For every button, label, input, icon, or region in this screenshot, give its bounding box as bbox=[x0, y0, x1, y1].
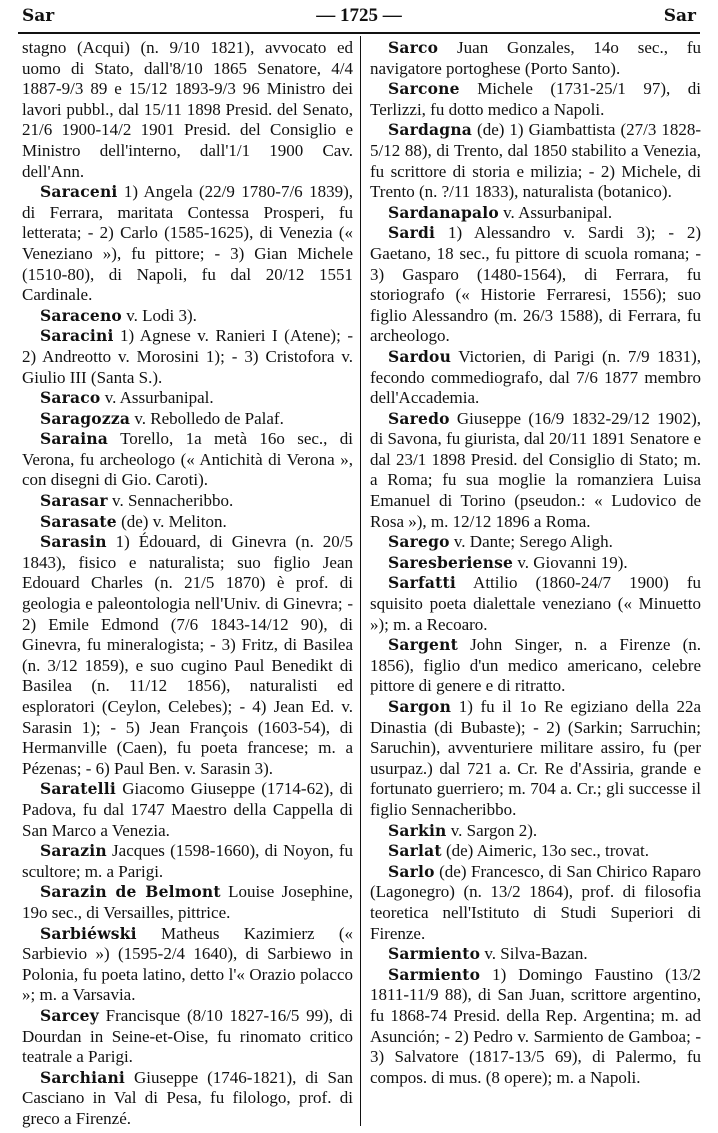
dictionary-entry bbox=[370, 635, 701, 697]
dictionary-entry bbox=[370, 821, 701, 842]
entry-headword: Saredo bbox=[388, 408, 450, 428]
dictionary-entry bbox=[22, 409, 353, 430]
dictionary-entry bbox=[22, 429, 353, 491]
entry-text: Louise Josephine, 19o sec., di Versailles, pittrice. bbox=[22, 882, 353, 922]
dictionary-entry bbox=[370, 203, 701, 224]
entry-text: (de) 1) Giambattista (27/3 1828-5/12 88), di Trento, dal 1850 stabilito a Venezia, fu scrittore di storia e milizia; - 2) Michele, di Trento (n. ?/11 1833), naturalista (botanico). bbox=[370, 120, 701, 202]
entry-text: 1) Domingo Faustino (13/2 1811-11/9 88), di San Juan, scrittore argentino, fu 1868-74 Presid. della Rep. Argentina; m. ad Asunción; - 2) Pedro v. Sarmiento de Gamboa; - 3) Salvatore (1817-13/5 69), di Palermo, fu compos. di mus. (8 opere); m. a Napoli. bbox=[370, 964, 701, 1087]
entry-text: (de) Francesco, di San Chirico Raparo (Lagonegro) (n. 13/2 1864), prof. di filosofia teoretica nell'Istituto di Studi Superiori di Firenze. bbox=[370, 861, 701, 943]
entry-text: Victorien, di Parigi (n. 7/9 1831), fecondo commediografo, dal 7/6 1877 membro dell'Accademia. bbox=[370, 346, 701, 408]
dictionary-entry bbox=[22, 1006, 353, 1068]
entry-headword: Saratelli bbox=[40, 779, 116, 799]
entry-text: Torello, 1a metà 16o sec., di Verona, fu archeologo (« Antichità di Verona », con disegni di Gio. Caroti). bbox=[22, 429, 353, 490]
entry-headword: Sardi bbox=[388, 223, 436, 243]
dictionary-entry bbox=[370, 120, 701, 202]
dictionary-entry bbox=[22, 532, 353, 779]
dictionary-entry bbox=[370, 79, 701, 120]
entry-headword: Sarchiani bbox=[40, 1067, 125, 1087]
dictionary-entry bbox=[22, 1068, 353, 1130]
entry-headword: Sarlo bbox=[388, 861, 435, 881]
entry-headword: Saraco bbox=[40, 388, 101, 408]
entry-text: Giuseppe (1746-1821), di San Casciano in Val di Pesa, fu filologo, prof. di greco a Firenzé. bbox=[22, 1067, 353, 1128]
entry-headword: Sarasate bbox=[40, 511, 117, 531]
dictionary-entry bbox=[370, 965, 701, 1089]
entry-headword: Sarmiento bbox=[388, 944, 481, 964]
dictionary-entry bbox=[22, 182, 353, 306]
dictionary-entry bbox=[22, 512, 353, 533]
entry-headword: Sarasin bbox=[40, 532, 107, 552]
entry-text: 1) Agnese v. Ranieri I (Atene); - 2) Andreotto v. Morosini 1); - 3) Cristofora v. Giulio III (Santa S.). bbox=[22, 326, 353, 387]
entry-text: v. Rebolledo de Palaf. bbox=[130, 408, 284, 428]
entry-headword: Sardanapalo bbox=[388, 202, 499, 222]
dictionary-entry bbox=[22, 924, 353, 1006]
dictionary-entry bbox=[370, 409, 701, 533]
entry-headword: Sarbiéwski bbox=[40, 923, 137, 943]
entry-headword: Sarego bbox=[388, 532, 450, 552]
entry-headword: Saraina bbox=[40, 429, 109, 449]
entry-text: 1) Alessandro v. Sardi 3); - 2) Gaetano, 18 sec., fu pittore di scuola romana; - 3) Gasparo (1480-1564), di Ferrara, fu storiografo (« Historie Ferraresi, 1556); suo figlio Alessandro (m. 26/3 1588), di Ferrara, fu archeologo. bbox=[370, 223, 701, 346]
entry-text: v. Giovanni 19). bbox=[513, 552, 628, 572]
entry-headword: Sardou bbox=[388, 346, 452, 366]
entry-headword: Saracini bbox=[40, 326, 114, 346]
dictionary-entry bbox=[370, 862, 701, 944]
left-column bbox=[22, 38, 353, 1129]
entry-text: Matheus Kazimierz (« Sarbievio ») (1595-2/4 1640), di Sarbiewo in Polonia, fu poeta latino, detto l'« Orazio polacco »; m. a Varsavia. bbox=[22, 923, 353, 1005]
entry-text: Giacomo Giuseppe (1714-62), di Padova, fu dal 1747 Maestro della Cappella di San Marco a Venezia. bbox=[22, 779, 353, 840]
entry-text: Michele (1731-25/1 97), di Terlizzi, fu dotto medico a Napoli. bbox=[370, 79, 701, 119]
entry-text: v. Silva-Bazan. bbox=[480, 944, 588, 964]
entry-headword: Sarfatti bbox=[388, 573, 456, 593]
header-rule bbox=[18, 32, 700, 34]
entry-text: (de) Aimeric, 13o sec., trovat. bbox=[441, 841, 649, 861]
entry-text: v. Lodi 3). bbox=[121, 305, 197, 325]
entry-headword: Sarlat bbox=[388, 841, 442, 861]
entry-text: v. Assurbanipal. bbox=[498, 202, 613, 222]
entry-headword: Sarcone bbox=[388, 79, 460, 99]
dictionary-entry bbox=[370, 697, 701, 821]
header-left-guideword: Sar bbox=[22, 6, 55, 26]
column-divider bbox=[360, 36, 361, 1126]
header-right-guideword: Sar bbox=[663, 6, 696, 26]
entry-text: v. Sargon 2). bbox=[446, 820, 538, 840]
entry-text: stagno (Acqui) (n. 9/10 1821), avvocato ed uomo di Stato, dall'8/10 1865 Senatore, 4/4 1887-9/3 89 e 15/12 1893-9/3 96 Ministro dei lavori pubbl., dal 15/11 1898 Presid. del Senato, 21/6 1900-14/2 1901 Presid. del Consiglio e Ministro dell'interno, dall'1/1 1900 Cav. dell'Ann. bbox=[22, 38, 353, 181]
dictionary-entry bbox=[22, 388, 353, 409]
entry-text: Giuseppe (16/9 1832-29/12 1902), di Savona, fu giurista, dal 20/11 1891 Senatore e dal 23/1 1898 Presid. del Consiglio di Stato; m. a Roma; fu sua moglie la romanziera Luisa Emanuel di Torino (pseudon.: « Ludovico de Rosa »), m. 12/12 1896 a Roma. bbox=[370, 408, 701, 531]
dictionary-entry bbox=[370, 532, 701, 553]
entry-text: v. Assurbanipal. bbox=[100, 388, 214, 408]
entry-headword: Saragozza bbox=[40, 408, 131, 428]
dictionary-entry bbox=[370, 223, 701, 347]
dictionary-entry bbox=[370, 944, 701, 965]
dictionary-entry bbox=[22, 779, 353, 841]
entry-headword: Sarcey bbox=[40, 1005, 99, 1025]
entry-text: Francisque (8/10 1827-16/5 99), di Dourdan in Seine-et-Oise, fu rinomato critico teatrale a Parigi. bbox=[22, 1005, 353, 1067]
entry-text: v. Sennacheribbo. bbox=[107, 491, 234, 511]
entry-text: Juan Gonzales, 14o sec., fu navigatore portoghese (Porto Santo). bbox=[370, 38, 701, 78]
entry-headword: Saraceno bbox=[40, 305, 122, 325]
entry-text: v. Dante; Serego Aligh. bbox=[449, 532, 613, 552]
right-column bbox=[370, 38, 701, 1088]
entry-headword: Saraceni bbox=[40, 182, 118, 202]
dictionary-entry bbox=[370, 841, 701, 862]
entry-headword: Sargon bbox=[388, 697, 452, 716]
entry-headword: Sarmiento bbox=[388, 964, 481, 984]
dictionary-entry bbox=[370, 38, 701, 79]
dictionary-entry bbox=[22, 306, 353, 327]
entry-headword: Sarco bbox=[388, 38, 439, 57]
entry-text: (de) v. Meliton. bbox=[116, 511, 227, 531]
page-number: — 1725 — bbox=[316, 5, 402, 26]
entry-headword: Saresberiense bbox=[388, 552, 514, 572]
entry-headword: Sarazin de Belmont bbox=[40, 882, 221, 902]
dictionary-entry bbox=[22, 326, 353, 388]
page-header bbox=[22, 2, 696, 30]
entry-text: 1) Angela (22/9 1780-7/6 1839), di Ferrara, maritata Contessa Prosperi, fu letterata; - 2) Carlo (1585-1625), di Venezia (« Veneziano »), fu pittore; - 3) Gian Michele (1510-80), di Napoli, fu dal 20/12 1551 Cardinale. bbox=[22, 182, 353, 305]
dictionary-entry bbox=[370, 553, 701, 574]
entry-text: Jacques (1598-1660), di Noyon, fu scultore; m. a Parigi. bbox=[22, 841, 353, 881]
entry-text: 1) fu il 1o Re egiziano della 22a Dinastia (di Bubaste); - 2) (Sarkin; Sarruchin; Saruchin), avventuriere militare assiro, fu (per usurpaz.) dal 721 a. Cr. Re d'Assiria, grande e fortunato guerriero; m. 704 a. Cr.; gli successe il figlio Sennacheribbo. bbox=[370, 697, 701, 819]
dictionary-entry bbox=[22, 38, 353, 182]
entry-headword: Sarasar bbox=[40, 491, 108, 511]
entry-headword: Sarazin bbox=[40, 841, 107, 861]
entry-text: John Singer, n. a Firenze (n. 1856), figlio d'un medico americano, celebre pittore di genere e di ritratto. bbox=[370, 635, 701, 696]
dictionary-entry bbox=[22, 882, 353, 923]
entry-text: Attilio (1860-24/7 1900) fu squisito poeta dialettale veneziano (« Minuetto »); m. a Recoaro. bbox=[370, 573, 701, 634]
entry-headword: Sargent bbox=[388, 635, 458, 655]
entry-headword: Sarkin bbox=[388, 820, 447, 840]
dictionary-entry bbox=[370, 573, 701, 635]
dictionary-entry bbox=[22, 491, 353, 512]
dictionary-entry bbox=[370, 347, 701, 409]
entry-headword: Sardagna bbox=[388, 120, 473, 140]
entry-text: 1) Édouard, di Ginevra (n. 20/5 1843), fisico e naturalista; suo figlio Jean Edouard Charles (n. 21/5 1870) è prof. di geologia e paleontologia nell'Univ. di Ginevra; - 2) Emile Edmond (7/6 1843-14/12 90), di Ginevra, fu mineralogista; - 3) Fritz, di Basilea (n. 3/12 1859), e suo cugino Paul Benedikt di Basilea (n. 11/12 1856), naturalisti ed esploratori (Ceylon, Celebes); - 4) Jean Ed. v. Sarasin 1); - 5) Jean François (1603-54), di Hermanville (Caen), fu poeta francese; m. a Pézenas; - 6) Paul Ben. v. Sarasin 3). bbox=[22, 532, 353, 778]
dictionary-entry bbox=[22, 841, 353, 882]
